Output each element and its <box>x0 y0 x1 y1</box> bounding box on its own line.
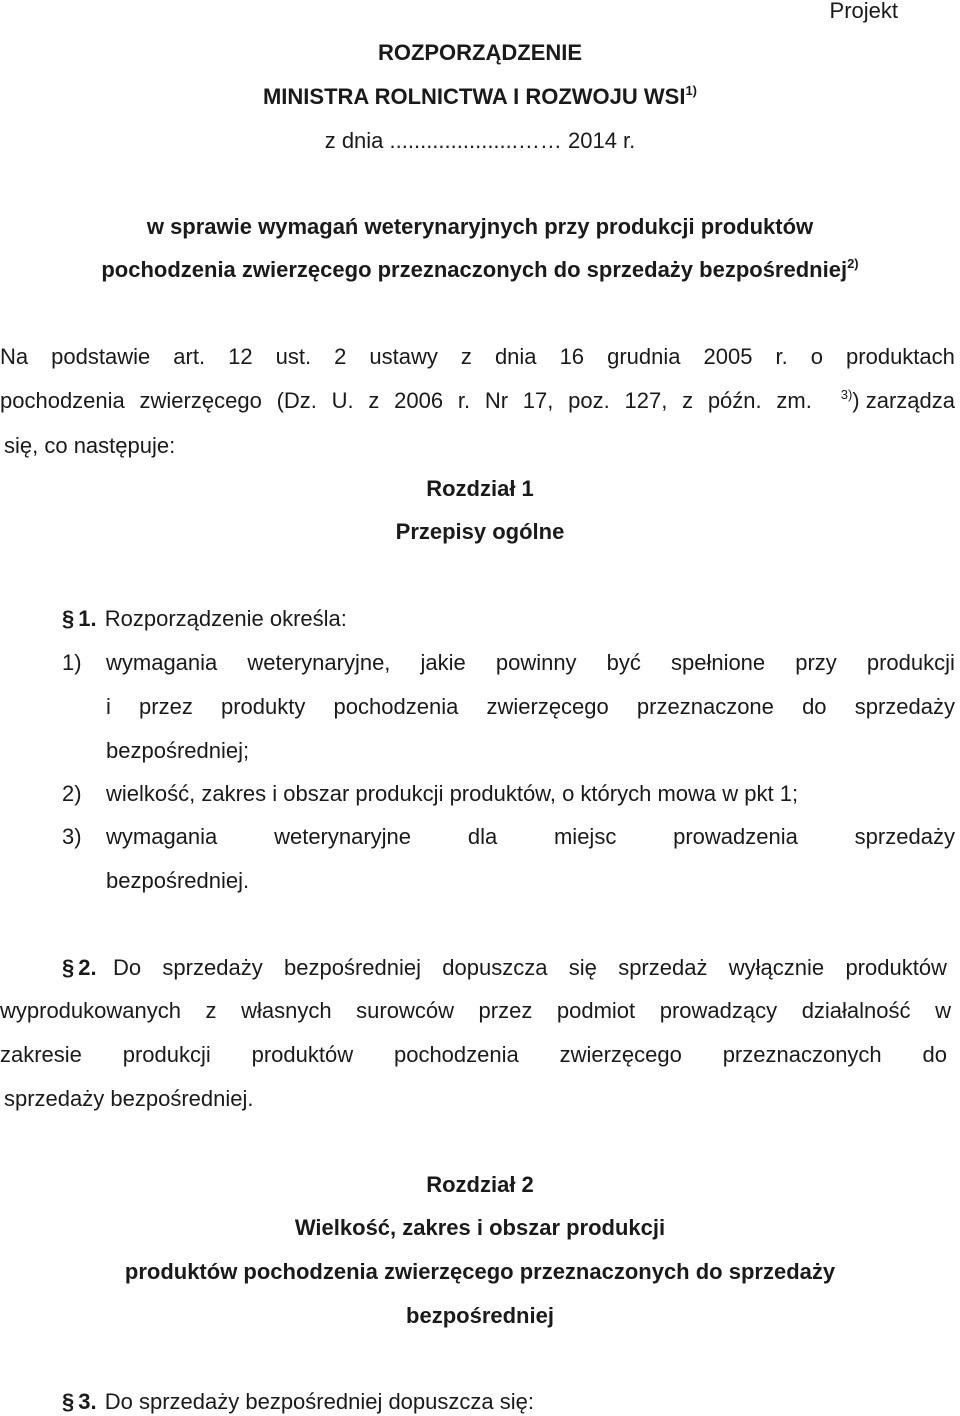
word: w <box>935 998 951 1023</box>
item-label: 3) <box>62 824 82 849</box>
word: późn. <box>707 388 762 413</box>
item-label: 2) <box>62 781 82 806</box>
draft-label: Projekt <box>829 0 898 23</box>
word: weterynaryjne <box>274 824 412 849</box>
footnote-ref[interactable]: 1) <box>685 83 697 98</box>
word: produkcji <box>866 650 955 675</box>
paragraph-1-text: Rozporządzenie określa: <box>104 606 347 631</box>
word: prowadzenia <box>673 824 798 849</box>
word: pochodzenia <box>333 694 459 719</box>
word: wymagania <box>106 824 218 849</box>
paragraph-number: 2. <box>78 955 97 980</box>
word: sprzedaż <box>618 955 708 980</box>
word: zakresie <box>0 1042 82 1067</box>
word: się <box>568 955 597 980</box>
word: dla <box>467 824 498 849</box>
item-3-line-2: bezpośredniej. <box>106 868 250 893</box>
word: zm. <box>776 388 812 413</box>
word: do <box>922 1042 947 1067</box>
word: pochodzenia <box>393 1042 519 1067</box>
preamble-line-1 <box>0 346 955 368</box>
item-3-line-1 <box>106 826 955 848</box>
chapter-2-number: Rozdział 2 <box>426 1172 534 1197</box>
word: podstawie <box>51 344 151 369</box>
section-sign: § <box>62 1389 75 1414</box>
paragraph-1-heading <box>62 608 347 630</box>
word: U. <box>331 388 354 413</box>
word: dnia <box>494 344 537 369</box>
word: poz. <box>568 388 610 413</box>
word: 2005 <box>703 344 753 369</box>
word: z <box>368 388 380 413</box>
word: z <box>682 388 694 413</box>
word: produkcji <box>122 1042 211 1067</box>
word: powinny <box>495 650 577 675</box>
word: własnych <box>241 998 332 1023</box>
chapter-1-number: Rozdział 1 <box>426 476 534 501</box>
footnote-ref[interactable]: 3) <box>840 387 853 402</box>
preamble-verb: ) zarządza <box>852 388 955 413</box>
word: produkty <box>221 694 306 719</box>
item-1-line-3: bezpośredniej; <box>106 738 250 763</box>
word: miejsc <box>553 824 617 849</box>
subject-text: pochodzenia zwierzęcego przeznaczonych do sprzedaży bezpośredniej <box>101 257 848 282</box>
word: Na <box>0 344 29 369</box>
word: surowców <box>356 998 454 1023</box>
paragraph-2-line-3 <box>0 1044 947 1066</box>
word: 127, <box>624 388 668 413</box>
word: produktów <box>845 955 947 980</box>
paragraph-2-line-4: sprzedaży bezpośredniej. <box>4 1086 254 1111</box>
section-sign: § <box>62 955 75 980</box>
word: do <box>802 694 827 719</box>
word: sprzedaży <box>854 694 955 719</box>
word: wyprodukowanych <box>0 998 181 1023</box>
item-label: 1) <box>62 650 82 675</box>
paragraph-number: 3. <box>78 1389 97 1414</box>
paragraph-3-heading <box>62 1391 534 1413</box>
word: Nr <box>484 388 509 413</box>
word: sprzedaży <box>162 955 263 980</box>
word: z <box>205 998 217 1023</box>
word: art. <box>173 344 206 369</box>
subject-line-1: w sprawie wymagań weterynaryjnych przy produkcji produktów <box>146 214 814 239</box>
word: 17, <box>522 388 554 413</box>
word: przez <box>139 694 193 719</box>
word: przy <box>795 650 837 675</box>
authority-name: MINISTRA ROLNICTWA I ROZWOJU WSI <box>262 84 686 109</box>
word: z <box>460 344 472 369</box>
word: Do <box>113 955 142 980</box>
word: wyłącznie <box>728 955 825 980</box>
word: przeznaczone <box>636 694 774 719</box>
word: przeznaczonych <box>722 1042 882 1067</box>
word: zwierzęcego <box>559 1042 682 1067</box>
preamble-line-2 <box>0 387 955 413</box>
chapter-2-title-line-3: bezpośredniej <box>406 1303 554 1328</box>
issuing-authority <box>0 83 960 109</box>
word: zwierzęcego <box>139 388 262 413</box>
word: zwierzęcego <box>486 694 609 719</box>
item-1-line-1 <box>106 652 955 674</box>
paragraph-2-line-2 <box>0 1000 951 1022</box>
word: r. <box>775 344 788 369</box>
word: produktów <box>251 1042 354 1067</box>
section-sign: § <box>62 606 75 631</box>
word: grudnia <box>607 344 681 369</box>
footnote-ref[interactable]: 2) <box>847 256 859 271</box>
paragraph-3-text: Do sprzedaży bezpośredniej dopuszcza się: <box>104 1389 534 1414</box>
word: spełnione <box>670 650 766 675</box>
word: ust. <box>275 344 312 369</box>
word: działalność <box>801 998 911 1023</box>
word: 12 <box>228 344 253 369</box>
word: 2 <box>334 344 347 369</box>
word: produktach <box>846 344 955 369</box>
chapter-2-title-line-1: Wielkość, zakres i obszar produkcji <box>294 1215 666 1240</box>
chapter-2-title-line-2: produktów pochodzenia zwierzęcego przeznaczonych do sprzedaży <box>124 1259 836 1284</box>
word: weterynaryjne, <box>247 650 391 675</box>
document-title: ROZPORZĄDZENIE <box>377 40 583 65</box>
word: (Dz. <box>276 388 317 413</box>
word: sprzedaży <box>854 824 955 849</box>
word: 16 <box>559 344 585 369</box>
word: podmiot <box>556 998 636 1023</box>
subject-line-2 <box>0 256 960 282</box>
item-1-line-2 <box>106 696 955 718</box>
preamble-line-3: się, co następuje: <box>4 433 176 458</box>
paragraph-2-line-1 <box>62 957 947 979</box>
document-date: z dnia .....................…… 2014 r. <box>324 128 636 153</box>
word: pochodzenia <box>0 388 125 413</box>
word: być <box>606 650 641 675</box>
word: jakie <box>420 650 466 675</box>
item-2-line-1: wielkość, zakres i obszar produkcji produktów, o których mowa w pkt 1; <box>106 781 799 806</box>
word: i <box>106 694 111 719</box>
word: dopuszcza <box>442 955 548 980</box>
word: prowadzący <box>659 998 778 1023</box>
word: ustawy <box>369 344 438 369</box>
chapter-1-title: Przepisy ogólne <box>395 519 565 544</box>
word: o <box>810 344 823 369</box>
word: bezpośredniej <box>284 955 421 980</box>
word: wymagania <box>106 650 218 675</box>
word: 2006 <box>394 388 444 413</box>
paragraph-number: 1. <box>78 606 97 631</box>
word: przez <box>478 998 533 1023</box>
word: r. <box>457 388 471 413</box>
